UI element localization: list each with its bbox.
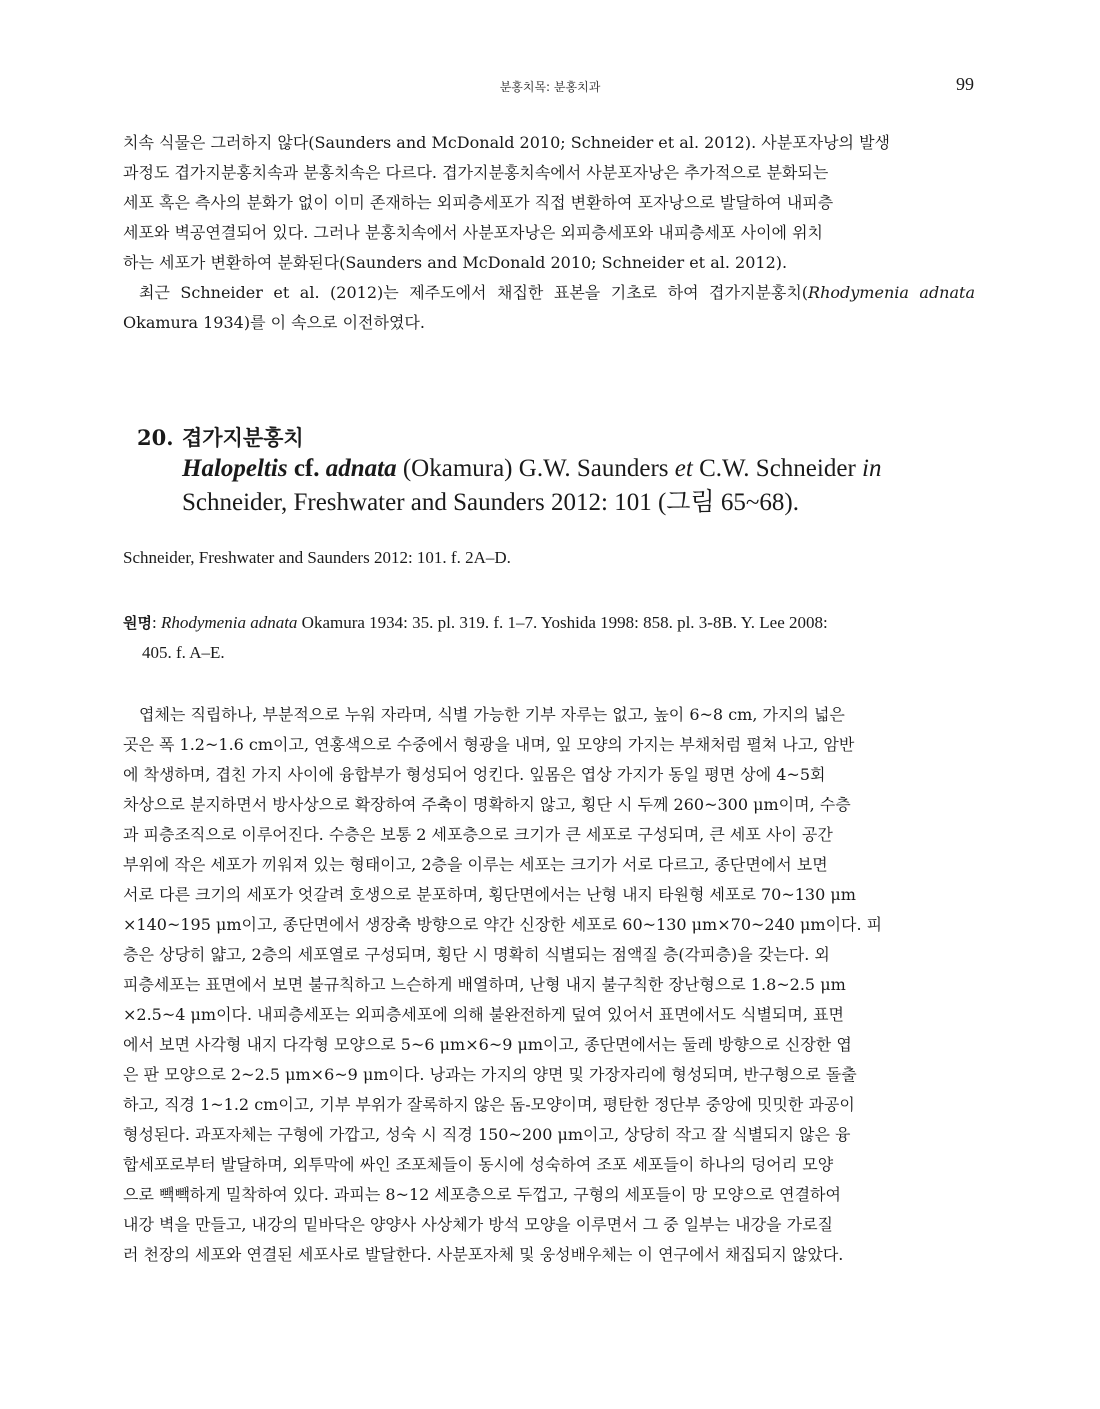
- desc-line: 층은 상당히 얇고, 2층의 세포열로 구성되며, 횡단 시 명확히 식별되는 점액질 층(각피층)을 갖는다. 외: [123, 945, 830, 964]
- basionym-rest: Okamura 1934: 35. pl. 319. f. 1–7. Yoshida 1998: 858. pl. 3-8B. Y. Lee 2008:: [297, 613, 828, 632]
- intro-line: 치속 식물은 그러하지 않다(Saunders and McDonald 2010; Schneider et al. 2012). 사분포자낭의 발생: [123, 133, 890, 152]
- section-number: 20.: [137, 425, 174, 450]
- basionym-name: Rhodymenia adnata: [160, 613, 298, 632]
- species-epithet: adnata: [325, 455, 397, 482]
- desc-line: 은 판 모양으로 2~2.5 μm×6~9 μm이다. 낭과는 가지의 양면 및 가장자리에 형성되며, 반구형으로 돌출: [123, 1065, 857, 1084]
- species-heading: [137, 422, 977, 520]
- desc-line: 러 천장의 세포와 연결된 세포사로 발달한다. 사분포자체 및 웅성배우체는 이 연구에서 채집되지 않았다.: [123, 1245, 844, 1264]
- description-paragraph: [123, 700, 975, 1270]
- desc-line: 내강 벽을 만들고, 내강의 밑바닥은 양양사 사상체가 방석 모양을 이루면서 그 중 일부는 내강을 가로질: [123, 1215, 833, 1234]
- authority-a: (Okamura) G.W. Saunders: [402, 455, 669, 482]
- desc-line: 피층세포는 표면에서 보면 불규칙하고 느슨하게 배열하며, 난형 내지 불구칙한 장난형으로 1.8~2.5 μm: [123, 975, 846, 994]
- desc-line: 합세포로부터 발달하며, 외투막에 싸인 조포체들이 동시에 성숙하여 조포 세포들이 하나의 덩어리 모양: [123, 1155, 834, 1174]
- desc-line: 과 피층조직으로 이루어진다. 수층은 보통 2 세포층으로 크기가 큰 세포로 구성되며, 큰 세포 사이 공간: [123, 825, 833, 844]
- basionym-line-1: 원명: Rhodymenia adnata Okamura 1934: 35. pl. 319. f. 1–7. Yoshida 1998: 858. pl. 3-8B. Y. Lee 2008:: [123, 613, 828, 632]
- section-title: [137, 422, 977, 452]
- cf-mark: cf.: [293, 455, 320, 482]
- desc-line: 부위에 작은 세포가 끼워져 있는 형태이고, 2층을 이루는 세포는 크기가 서로 다르고, 종단면에서 보면: [123, 855, 828, 874]
- korean-name: 겹가지분홍치: [182, 425, 304, 450]
- basionym-block: [123, 608, 975, 668]
- intro-paragraph: [123, 128, 975, 338]
- desc-line: 에서 보면 사각형 내지 다각형 모양으로 5~6 μm×6~9 μm이고, 종단면에서는 둘레 방향으로 신장한 엽: [123, 1035, 852, 1054]
- desc-line: 하고, 직경 1~1.2 cm이고, 기부 부위가 잘록하지 않은 돔-모양이며, 평탄한 정단부 중앙에 밋밋한 과공이: [123, 1095, 855, 1114]
- desc-line: 엽체는 직립하나, 부분적으로 누워 자라며, 식별 가능한 기부 자루는 없고, 높이 6~8 cm, 가지의 넓은: [139, 705, 845, 724]
- intro-line: 과정도 겹가지분홍치속과 분홍치속은 다르다. 겹가지분홍치속에서 사분포자낭은 추가적으로 분화되는: [123, 163, 829, 182]
- desc-line: 서로 다른 크기의 세포가 엇갈려 호생으로 분포하며, 횡단면에서는 난형 내지 타원형 세포로 70~130 μm: [123, 885, 856, 904]
- desc-line: ×2.5~4 μm이다. 내피층세포는 외피층세포에 의해 불완전하게 덮여 있어서 표면에서도 식별되며, 표면: [123, 1005, 844, 1024]
- running-title: 분홍치목: 분홍치과: [499, 80, 601, 94]
- in-word: in: [862, 455, 882, 482]
- basionym-label: 원명: [123, 614, 152, 632]
- desc-line: 차상으로 분지하면서 방사상으로 확장하여 주축이 명확하지 않고, 횡단 시 두께 260~300 μm이며, 수층: [123, 795, 851, 814]
- desc-line: 으로 빽빽하게 밀착하여 있다. 과피는 8~12 세포층으로 두껍고, 구형의 세포들이 망 모양으로 연결하여: [123, 1185, 841, 1204]
- authority-b: C.W. Schneider: [699, 455, 856, 482]
- p2-text-a: 최근 Schneider et al. (2012)는 제주도에서 채집한 표본을 기초로 하여 겹가지분홍치(: [139, 283, 809, 302]
- desc-line: 형성된다. 과포자체는 구형에 가깝고, 성숙 시 직경 150~200 μm이고, 상당히 작고 잘 식별되지 않은 융: [123, 1125, 851, 1144]
- scientific-name-line: [182, 452, 977, 486]
- reference-line: Schneider, Freshwater and Saunders 2012: 101 (그림 65~68).: [182, 489, 799, 516]
- desc-line: 에 착생하며, 겹친 가지 사이에 융합부가 형성되어 엉킨다. 잎몸은 엽상 가지가 동일 평면 상에 4~5회: [123, 765, 826, 784]
- intro-line: 세포와 벽공연결되어 있다. 그러나 분홍치속에서 사분포자낭은 외피층세포와 내피층세포 사이에 위치: [123, 223, 824, 242]
- intro-paragraph-2: [123, 278, 975, 338]
- page-number: 99: [956, 74, 974, 94]
- genus-name: Halopeltis: [182, 455, 288, 482]
- citation: Schneider, Freshwater and Saunders 2012: 101. f. 2A–D.: [123, 548, 511, 567]
- basionym-line-2: 405. f. A–E.: [142, 643, 225, 662]
- intro-line: 하는 세포가 변환하여 분화된다(Saunders and McDonald 2010; Schneider et al. 2012).: [123, 253, 788, 272]
- desc-line: 곳은 폭 1.2~1.6 cm이고, 연홍색으로 수중에서 형광을 내며, 잎 모양의 가지는 부채처럼 펼쳐 나고, 암반: [123, 735, 855, 754]
- p2-italic-name: Rhodymenia adnata: [808, 283, 975, 302]
- et-word: et: [674, 455, 693, 482]
- intro-line: 세포 혹은 측사의 분화가 없이 이미 존재하는 외피층세포가 직접 변환하여 포자낭으로 발달하여 내피층: [123, 193, 834, 212]
- desc-line: ×140~195 μm이고, 종단면에서 생장축 방향으로 약간 신장한 세포로 60~130 μm×70~240 μm이다. 피: [123, 915, 883, 934]
- p2-text-b: Okamura 1934)를 이 속으로 이전하였다.: [123, 313, 425, 332]
